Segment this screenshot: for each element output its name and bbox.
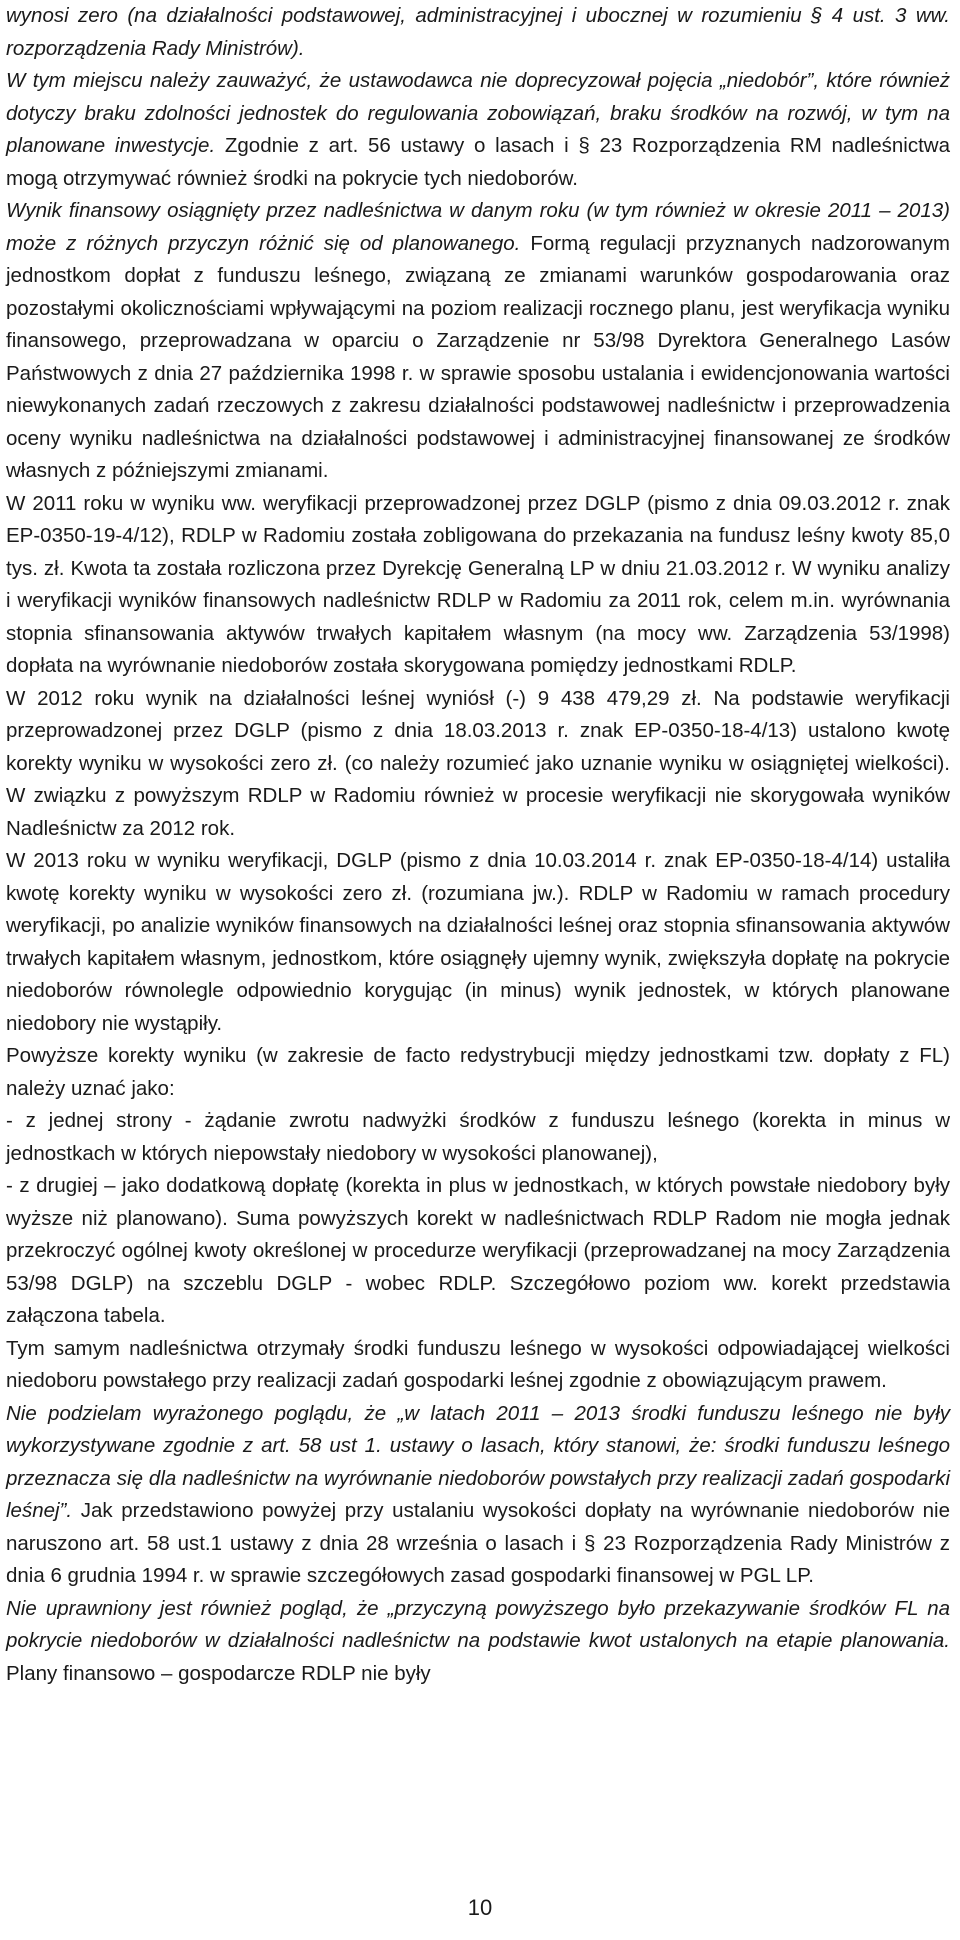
paragraph-text: Powyższe korekty wyniku (w zakresie de facto redystrybucji między jednostkami tzw. dopłaty z FL) należy uznać jako:: [6, 1044, 950, 1100]
paragraph: [6, 683, 950, 846]
paragraph-text: Plany finansowo – gospodarcze RDLP nie były: [6, 1661, 431, 1685]
paragraph-text: Wynik finansowy osiągnięty przez nadleśnictwa w danym roku (w tym również w okresie 2011 – 2013) może z różnych przyczyn różnić się od planowanego.: [6, 199, 950, 255]
paragraph-text: W 2012 roku wynik na działalności leśnej wyniósł (-) 9 438 479,29 zł. Na podstawie weryfikacji przeprowadzonej przez DGLP (pismo z dnia 18.03.2013 r. znak EP-0350-18-4/13) ustalono kwotę korekty wyniku w wysokości zero zł. (co należy rozumieć jako uznanie wyniku w osiągniętej wielkości). W związku z powyższym RDLP w Radomiu również w procesie weryfikacji nie skorygowała wyników Nadleśnictw za 2012 rok.: [6, 686, 950, 840]
paragraph: [6, 1593, 950, 1691]
paragraph-text: Formą regulacji przyznanych nadzorowanym jednostkom dopłat z funduszu leśnego, związaną ze zmianami warunków gospodarowania oraz pozostałymi okolicznościami wpływającymi na poziom realizacji rocznego planu, jest weryfikacja wyniku finansowego, przeprowadzana w oparciu o Zarządzenie nr 53/98 Dyrektora Generalnego Lasów Państwowych z dnia 27 października 1998 r. w sprawie sposobu ustalania i ewidencjonowania wartości niewykonanych zadań rzeczowych z zakresu działalności podstawowej nadleśnictw i przeprowadzenia oceny wyniku nadleśnictwa na działalności podstawowej i administracyjnej finansowanej ze środków własnych z późniejszymi zmianami.: [6, 231, 951, 482]
paragraph: [6, 845, 950, 1040]
paragraph-text: Jak przedstawiono powyżej przy ustalaniu wysokości dopłaty na wyrównanie niedoborów nie naruszono art. 58 ust.1 ustawy z dnia 28 września o lasach i § 23 Rozporządzenia Rady Ministrów z dnia 6 grudnia 1994 r. w sprawie szczegółowych zasad gospodarki finansowej w PGL LP.: [6, 1499, 950, 1587]
paragraph-text: Nie uprawniony jest również pogląd, że „przyczyną powyższego było przekazywanie środków FL na pokrycie niedoborów w działalności nadleśnictw na podstawie kwot ustalonych na etapie planowania.: [6, 1596, 950, 1652]
paragraph-text: Zgodnie z art. 56 ustawy o lasach i § 23 Rozporządzenia RM nadleśnictwa mogą otrzymywać również środki na pokrycie tych niedoborów.: [6, 134, 951, 190]
paragraph-text: wynosi zero (na działalności podstawowej, administracyjnej i ubocznej w rozumieniu § 4 ust. 3 ww. rozporządzenia Rady Ministrów).: [6, 4, 950, 60]
paragraph: [6, 0, 950, 65]
paragraph: [6, 1398, 950, 1593]
paragraph: [6, 65, 950, 195]
paragraph-text: W 2011 roku w wyniku ww. weryfikacji przeprowadzonej przez DGLP (pismo z dnia 09.03.2012 r. znak EP-0350-19-4/12), RDLP w Radomiu została zobligowana do przekazania na fundusz leśny kwoty 85,0 tys. zł. Kwota ta została rozliczona przez Dyrekcję Generalną LP w dniu 21.03.2012 r. W wyniku analizy i weryfikacji wyników finansowych nadleśnictw RDLP w Radomiu za 2011 rok, celem m.in. wyrównania stopnia sfinansowania aktywów trwałych kapitałem własnym (na mocy ww. Zarządzenia 53/1998) dopłata na wyrównanie niedoborów została skorygowana pomiędzy jednostkami RDLP.: [6, 491, 950, 677]
paragraph-text: Tym samym nadleśnictwa otrzymały środki funduszu leśnego w wysokości odpowiadającej wielkości niedoboru powstałego przy realizacji zadań gospodarki leśnej zgodnie z obowiązującym prawem.: [6, 1336, 950, 1392]
paragraph-text: - z drugiej – jako dodatkową dopłatę (korekta in plus w jednostkach, w których powstałe niedobory były wyższe niż planowano). Suma powyższych korekt w nadleśnictwach RDLP Radom nie mogła jednak przekroczyć ogólnej kwoty określonej w procedurze weryfikacji (przeprowadzanej na mocy Zarządzenia 53/98 DGLP) na szczeblu DGLP - wobec RDLP. Szczegółowo poziom ww. korekt przedstawia załączona tabela.: [6, 1174, 950, 1327]
paragraph: [6, 195, 950, 488]
paragraph: [6, 1040, 950, 1105]
page-number: 10: [467, 1895, 493, 1920]
paragraph: [6, 1105, 950, 1170]
paragraph-text: W tym miejscu należy zauważyć, że ustawodawca nie doprecyzował pojęcia „niedobór”, które również dotyczy braku zdolności jednostek do regulowania zobowiązań, braku środków na rozwój, w tym na planowane inwestycje.: [6, 69, 950, 157]
paragraph: [6, 1333, 950, 1398]
paragraph-text: W 2013 roku w wyniku weryfikacji, DGLP (pismo z dnia 10.03.2014 r. znak EP-0350-18-4/14) ustaliła kwotę korekty wyniku w wysokości zero zł. (rozumiana jw.). RDLP w Radomiu w ramach procedury weryfikacji, po analizie wyników finansowych na działalności leśnej oraz stopnia sfinansowania aktywów trwałych kapitałem własnym, jednostkom, które osiągnęły ujemny wynik, zwiększyła dopłatę na pokrycie niedoborów równolegle odpowiednio korygując (in minus) wynik jednostek, w których planowane niedobory nie wystąpiły.: [6, 849, 950, 1035]
paragraph: [6, 1170, 950, 1333]
paragraph-text: - z jednej strony - żądanie zwrotu nadwyżki środków z funduszu leśnego (korekta in minus w jednostkach w których niepowstały niedobory w wysokości planowanej),: [6, 1109, 950, 1165]
document-body: [6, 0, 950, 1690]
paragraph-text: Nie podzielam wyrażonego poglądu, że „w latach 2011 – 2013 środki funduszu leśnego nie były wykorzystywane zgodnie z art. 58 ust 1. ustawy o lasach, który stanowi, że: środki funduszu leśnego przeznacza się dla nadleśnictw na wyrównanie niedoborów powstałych przy realizacji zadań gospodarki leśnej”.: [6, 1401, 950, 1522]
paragraph: [6, 488, 950, 683]
